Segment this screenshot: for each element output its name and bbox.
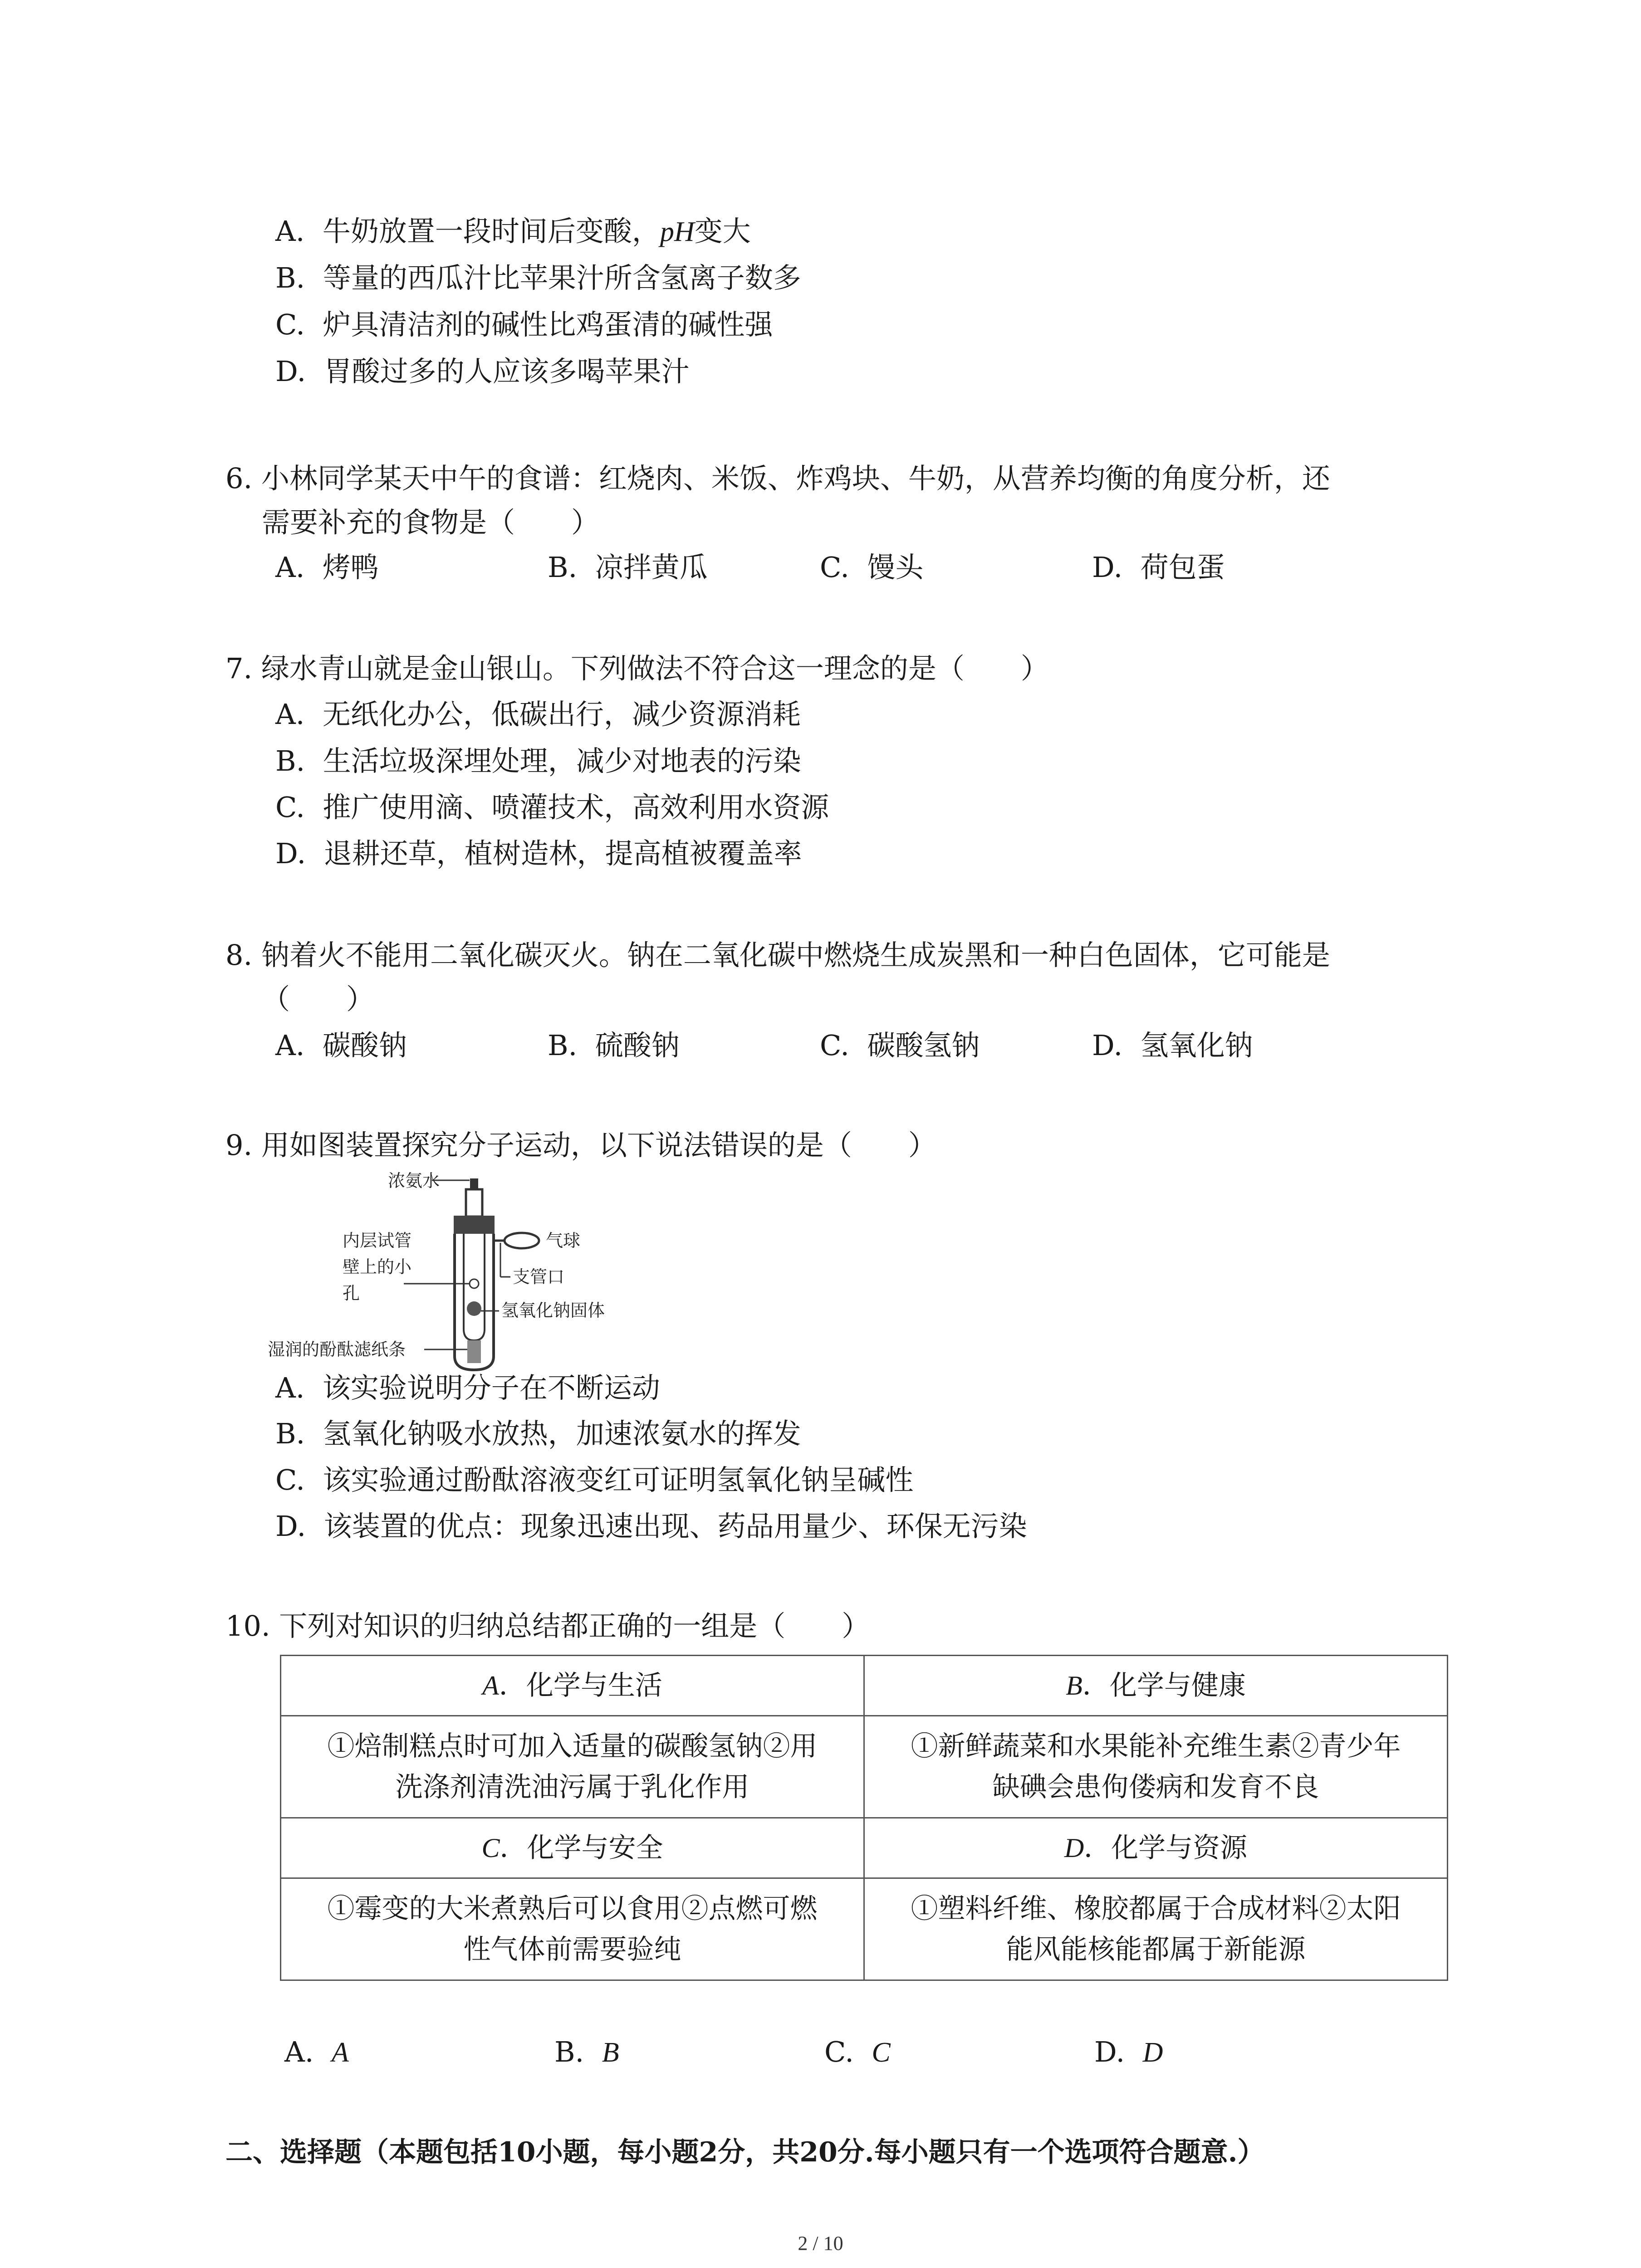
option-text: 退耕还草，植树造林，提高植被覆盖率: [323, 837, 802, 870]
option-text: 生活垃圾深埋处理，减少对地表的污染: [323, 744, 801, 777]
option-text: 碳酸钠: [322, 1029, 407, 1062]
option-text: 氢氧化钠吸水放热，加速浓氨水的挥发: [323, 1417, 801, 1450]
option-letter: B.: [275, 1417, 305, 1450]
q9-option-d: [275, 1508, 1027, 1545]
group-title: ．化学与生活: [499, 1670, 662, 1701]
option-letter: A.: [275, 1029, 305, 1062]
option-letter: D.: [1094, 2035, 1125, 2068]
q10-stem: 10. 下列对知识的归纳总结都正确的一组是（ ）: [225, 1609, 870, 1642]
q6-stem-line2: 需要补充的食物是（ ）: [262, 506, 600, 539]
group-title: ．化学与安全: [500, 1832, 663, 1864]
option-letter: A.: [275, 698, 305, 731]
option-letter: B.: [548, 551, 578, 584]
group-title: ．化学与资源: [1084, 1832, 1248, 1864]
label-filter-paper: 湿润的酚酞滤纸条: [268, 1339, 406, 1359]
small-hole: [470, 1279, 479, 1288]
table-cell-c: [281, 1878, 864, 1980]
q8-stem-line2: （ ）: [262, 982, 375, 1016]
ph-symbol: pH: [660, 216, 695, 247]
option-text: 牛奶放置一段时间后变酸，: [322, 215, 660, 248]
group-letter: B: [1066, 1671, 1083, 1701]
option-text: 烤鸭: [322, 551, 379, 584]
option-text: 该实验通过酚酞溶液变红可证明氢氧化钠呈碱性: [323, 1463, 914, 1496]
option-letter: C.: [275, 308, 305, 341]
option-letter: A.: [284, 2035, 314, 2068]
option-letter: C.: [275, 791, 305, 824]
label-hole-line3: 孔: [343, 1283, 360, 1303]
cell-line: 缺碘会患佝偻病和发育不良: [992, 1771, 1319, 1803]
stopper: [454, 1216, 495, 1234]
cell-line: 性气体前需要验纯: [463, 1934, 681, 1965]
option-text: 氢氧化钠: [1140, 1029, 1253, 1062]
q8-stem-line1: 8. 钠着火不能用二氧化碳灭火。钠在二氧化碳中燃烧生成炭黑和一种白色固体，它可能是: [225, 938, 1330, 972]
option-letter: D.: [275, 1510, 306, 1543]
table-head-a: [281, 1656, 864, 1716]
cell-line: ①塑料纤维、橡胶都属于合成材料②太阳: [911, 1893, 1401, 1925]
option-text: 无纸化办公，低碳出行，减少资源消耗: [322, 698, 801, 731]
cell-line: ①新鲜蔬菜和水果能补充维生素②青少年: [911, 1730, 1401, 1762]
option-text: 馒头: [867, 551, 924, 584]
option-letter: B.: [554, 2035, 584, 2068]
cell-line: ①霉变的大米煮熟后可以食用②点燃可燃: [327, 1893, 818, 1925]
q10-option-d: [1094, 2034, 1163, 2071]
option-text: 硫酸钠: [595, 1029, 680, 1062]
q10-option-b: [554, 2034, 619, 2071]
option-text: 碳酸氢钠: [867, 1029, 980, 1062]
option-text: D: [1142, 2037, 1163, 2068]
option-text: 炉具清洁剂的碱性比鸡蛋清的碱性强: [323, 308, 773, 341]
label-ammonia: 浓氨水: [388, 1171, 440, 1191]
option-letter: C.: [824, 2035, 854, 2068]
q9-option-a: [275, 1370, 660, 1406]
q9-stem: 9. 用如图装置探究分子运动，以下说法错误的是（ ）: [225, 1129, 936, 1162]
label-branch: 支管口: [513, 1267, 565, 1287]
option-letter: A.: [275, 551, 305, 584]
table-cell-a: [281, 1716, 864, 1818]
cell-line: ①焙制糕点时可加入适量的碳酸氢钠②用: [327, 1730, 818, 1762]
cell-line: 能风能核能都属于新能源: [1006, 1934, 1306, 1965]
cell-line: 洗涤剂清洗油污属于乳化作用: [395, 1771, 749, 1803]
group-letter: C: [481, 1833, 500, 1863]
label-balloon: 气球: [546, 1231, 581, 1251]
label-hole-line2: 壁上的小: [343, 1257, 412, 1277]
group-title: ．化学与健康: [1082, 1670, 1246, 1701]
option-text: 凉拌黄瓜: [595, 551, 708, 584]
table-head-b: [864, 1656, 1448, 1716]
dropper-body: [466, 1189, 482, 1217]
section-2-heading: 二、选择题（本题包括10小题，每小题2分，共20分.每小题只有一个选项符合题意.）: [225, 2136, 1265, 2168]
filter-paper: [467, 1340, 481, 1363]
option-text: A: [331, 2037, 349, 2068]
option-letter: D.: [1092, 551, 1123, 584]
option-text: 该实验说明分子在不断运动: [322, 1371, 660, 1404]
option-letter: D.: [275, 355, 306, 388]
group-letter: D: [1064, 1833, 1084, 1863]
option-letter: B.: [275, 261, 305, 294]
option-letter: C.: [820, 551, 849, 584]
q9-option-c: [275, 1462, 913, 1498]
naoh-solid: [467, 1301, 481, 1316]
option-text-tail: 变大: [694, 215, 751, 248]
label-naoh: 氢氧化钠固体: [501, 1300, 605, 1320]
option-text: 该装置的优点：现象迅速出现、药品用量少、环保无污染: [323, 1510, 1027, 1543]
q7-stem: 7. 绿水青山就是金山银山。下列做法不符合这一理念的是（ ）: [225, 652, 1049, 685]
q10-option-a: [284, 2034, 349, 2071]
table-head-d: [864, 1818, 1448, 1878]
option-text: 胃酸过多的人应该多喝苹果汁: [323, 355, 690, 388]
option-text: C: [872, 2037, 891, 2068]
option-letter: A.: [275, 215, 305, 248]
option-letter: B.: [548, 1029, 578, 1062]
option-text: 等量的西瓜汁比苹果汁所含氢离子数多: [323, 261, 801, 294]
q6-stem-line1: 6. 小林同学某天中午的食谱：红烧肉、米饭、炸鸡块、牛奶，从营养均衡的角度分析，还: [225, 462, 1330, 495]
q9-option-b: [275, 1416, 801, 1452]
table-head-c: [281, 1818, 864, 1878]
option-letter: D.: [1092, 1029, 1123, 1062]
option-text: 推广使用滴、喷灌技术，高效利用水资源: [323, 791, 829, 824]
option-letter: C.: [820, 1029, 849, 1062]
q10-option-c: [824, 2034, 891, 2071]
balloon: [505, 1233, 539, 1248]
option-letter: B.: [275, 744, 305, 777]
option-letter: D.: [275, 837, 306, 870]
label-hole-line1: 内层试管: [343, 1231, 412, 1251]
option-letter: C.: [275, 1463, 305, 1496]
option-letter: A.: [275, 1371, 305, 1404]
knowledge-table: [280, 1655, 1448, 1981]
option-text: 荷包蛋: [1140, 551, 1225, 584]
table-cell-b: [864, 1716, 1448, 1818]
table-cell-d: [864, 1878, 1448, 1980]
group-letter: A: [482, 1671, 499, 1701]
option-text: B: [602, 2037, 619, 2068]
page-number: 2 / 10: [798, 2232, 843, 2254]
